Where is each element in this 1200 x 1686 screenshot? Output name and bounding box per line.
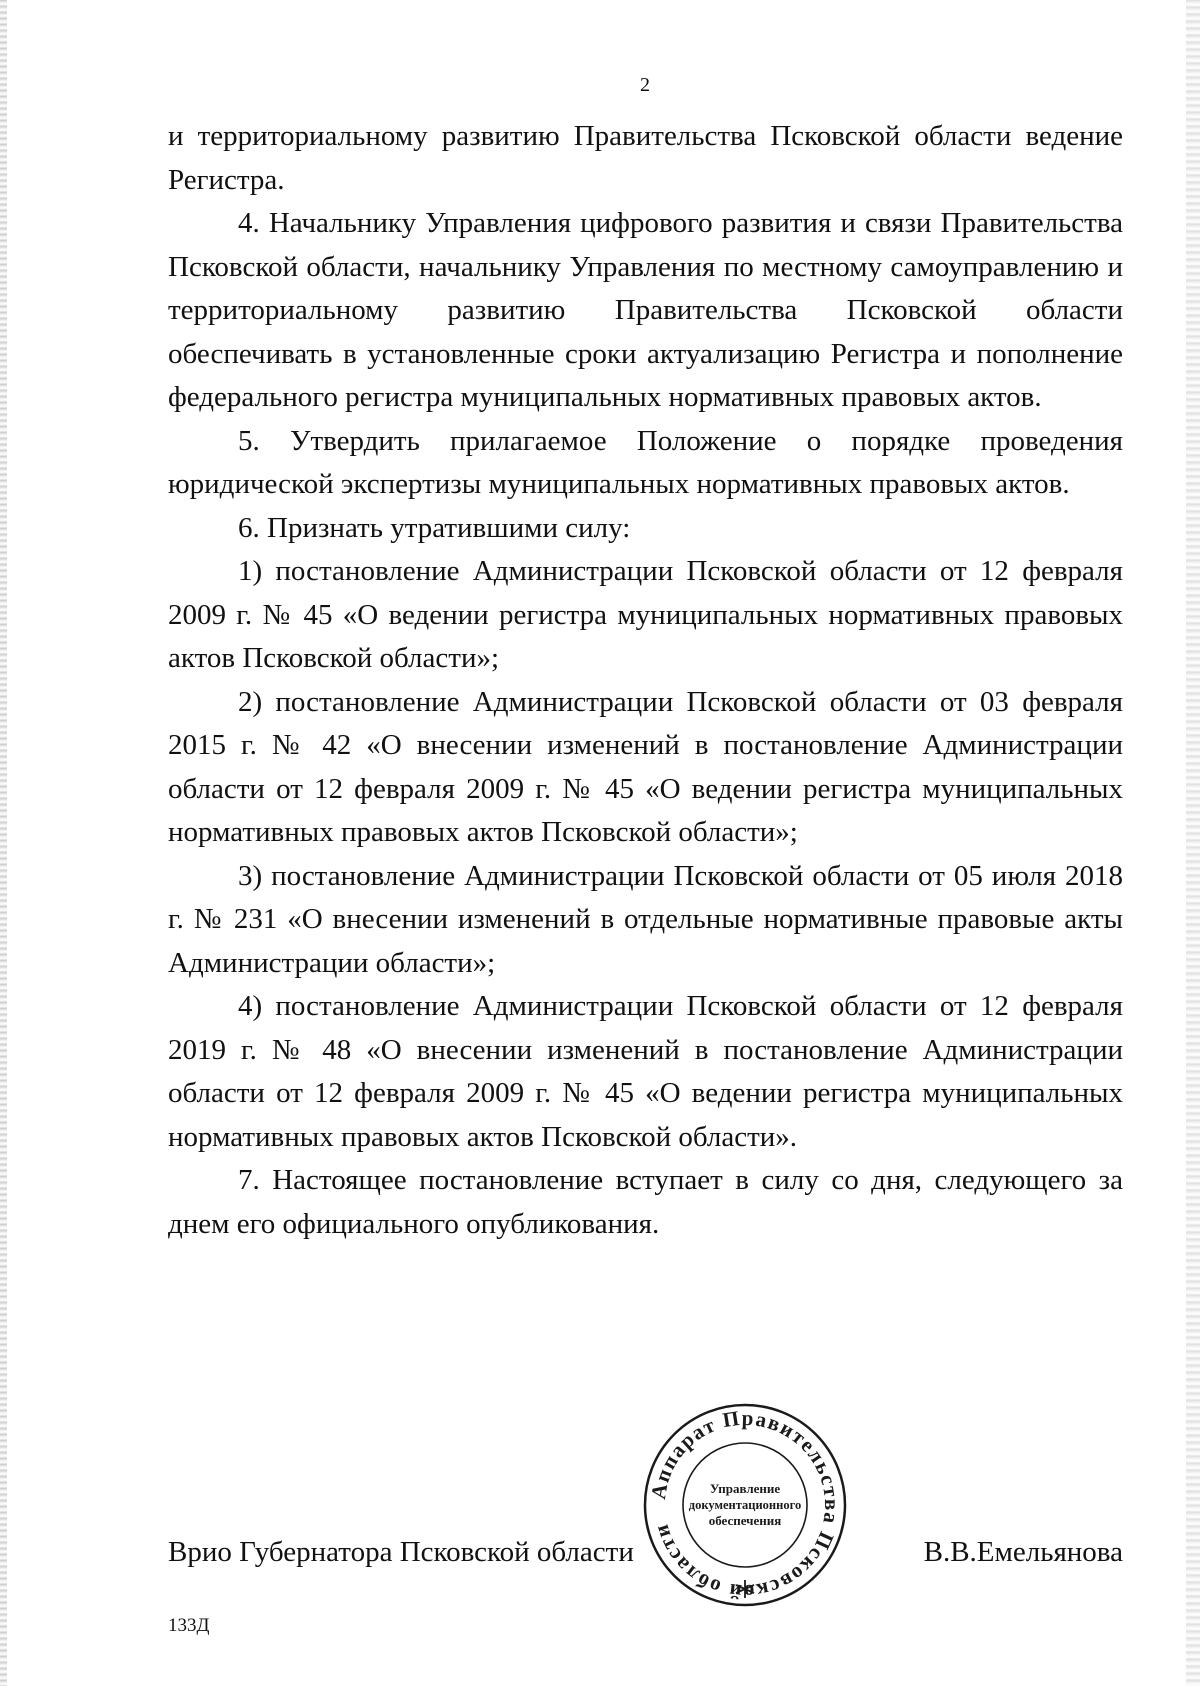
document-code: 133Д (168, 1615, 210, 1636)
paragraph-item-5: 5. Утвердить прилагаемое Положение о порядке проведения юридической экспертизы муниципальных нормативных правовых актов. (168, 424, 1123, 500)
paragraph-subitem-1: 1) постановление Администрации Псковской области от 12 февраля 2009 г. № 45 «О ведении регистра муниципальных нормативных правовых актов Псковской области»; (168, 555, 1123, 674)
seal-outer-text: Аппарат Правительства Псковской области (645, 1405, 845, 1605)
scan-edge-right (1186, 0, 1200, 1686)
paragraph-item-6: 6. Признать утратившими силу: (238, 511, 631, 544)
official-seal (640, 1400, 850, 1610)
seal-inner-line-2: документационного (688, 1498, 802, 1512)
page-number: 2 (640, 74, 650, 96)
paragraph-subitem-2: 2) постановление Администрации Псковской области от 03 февраля 2015 г. № 42 «О внесении изменений в постановление Администрации области от 12 февраля 2009 г. № 45 «О ведении регистра муниципальных нормативных правовых актов Псковской области»; (168, 685, 1123, 848)
paragraph-subitem-4: 4) постановление Администрации Псковской области от 12 февраля 2019 г. № 48 «О внесении изменений в постановление Администрации области от 12 февраля 2009 г. № 45 «О ведении регистра муниципальных нормативных правовых актов Псковской области». (168, 990, 1123, 1153)
seal-inner-line-3: обеспечения (708, 1513, 782, 1528)
document-body (168, 115, 1123, 1246)
signer-name: В.В.Емельянова (923, 1536, 1123, 1568)
paragraph-item-7: 7. Настоящее постановление вступает в силу со дня, следующего за днем его официального опубликования. (168, 1164, 1123, 1240)
seal-inner-line-1: Управление (709, 1481, 781, 1496)
paragraph-subitem-3: 3) постановление Администрации Псковской области от 05 июля 2018 г. № 231 «О внесении изменений в отдельные нормативные правовые акты Администрации области»; (168, 859, 1123, 979)
paragraph-item-4: 4. Начальнику Управления цифрового развития и связи Правительства Псковской области, начальнику Управления по местному самоуправлению и территориальному развитию Правительства Псковской области обеспечивать в установленные сроки актуализацию Регистра и пополнение федерального регистра муниципальных нормативных правовых актов. (168, 207, 1123, 413)
paragraph-continuation: и территориальному развитию Правительства Псковской области ведение Регистра. (168, 120, 1123, 196)
scan-edge-left (0, 0, 7, 1686)
signer-position: Врио Губернатора Псковской области (168, 1536, 634, 1568)
